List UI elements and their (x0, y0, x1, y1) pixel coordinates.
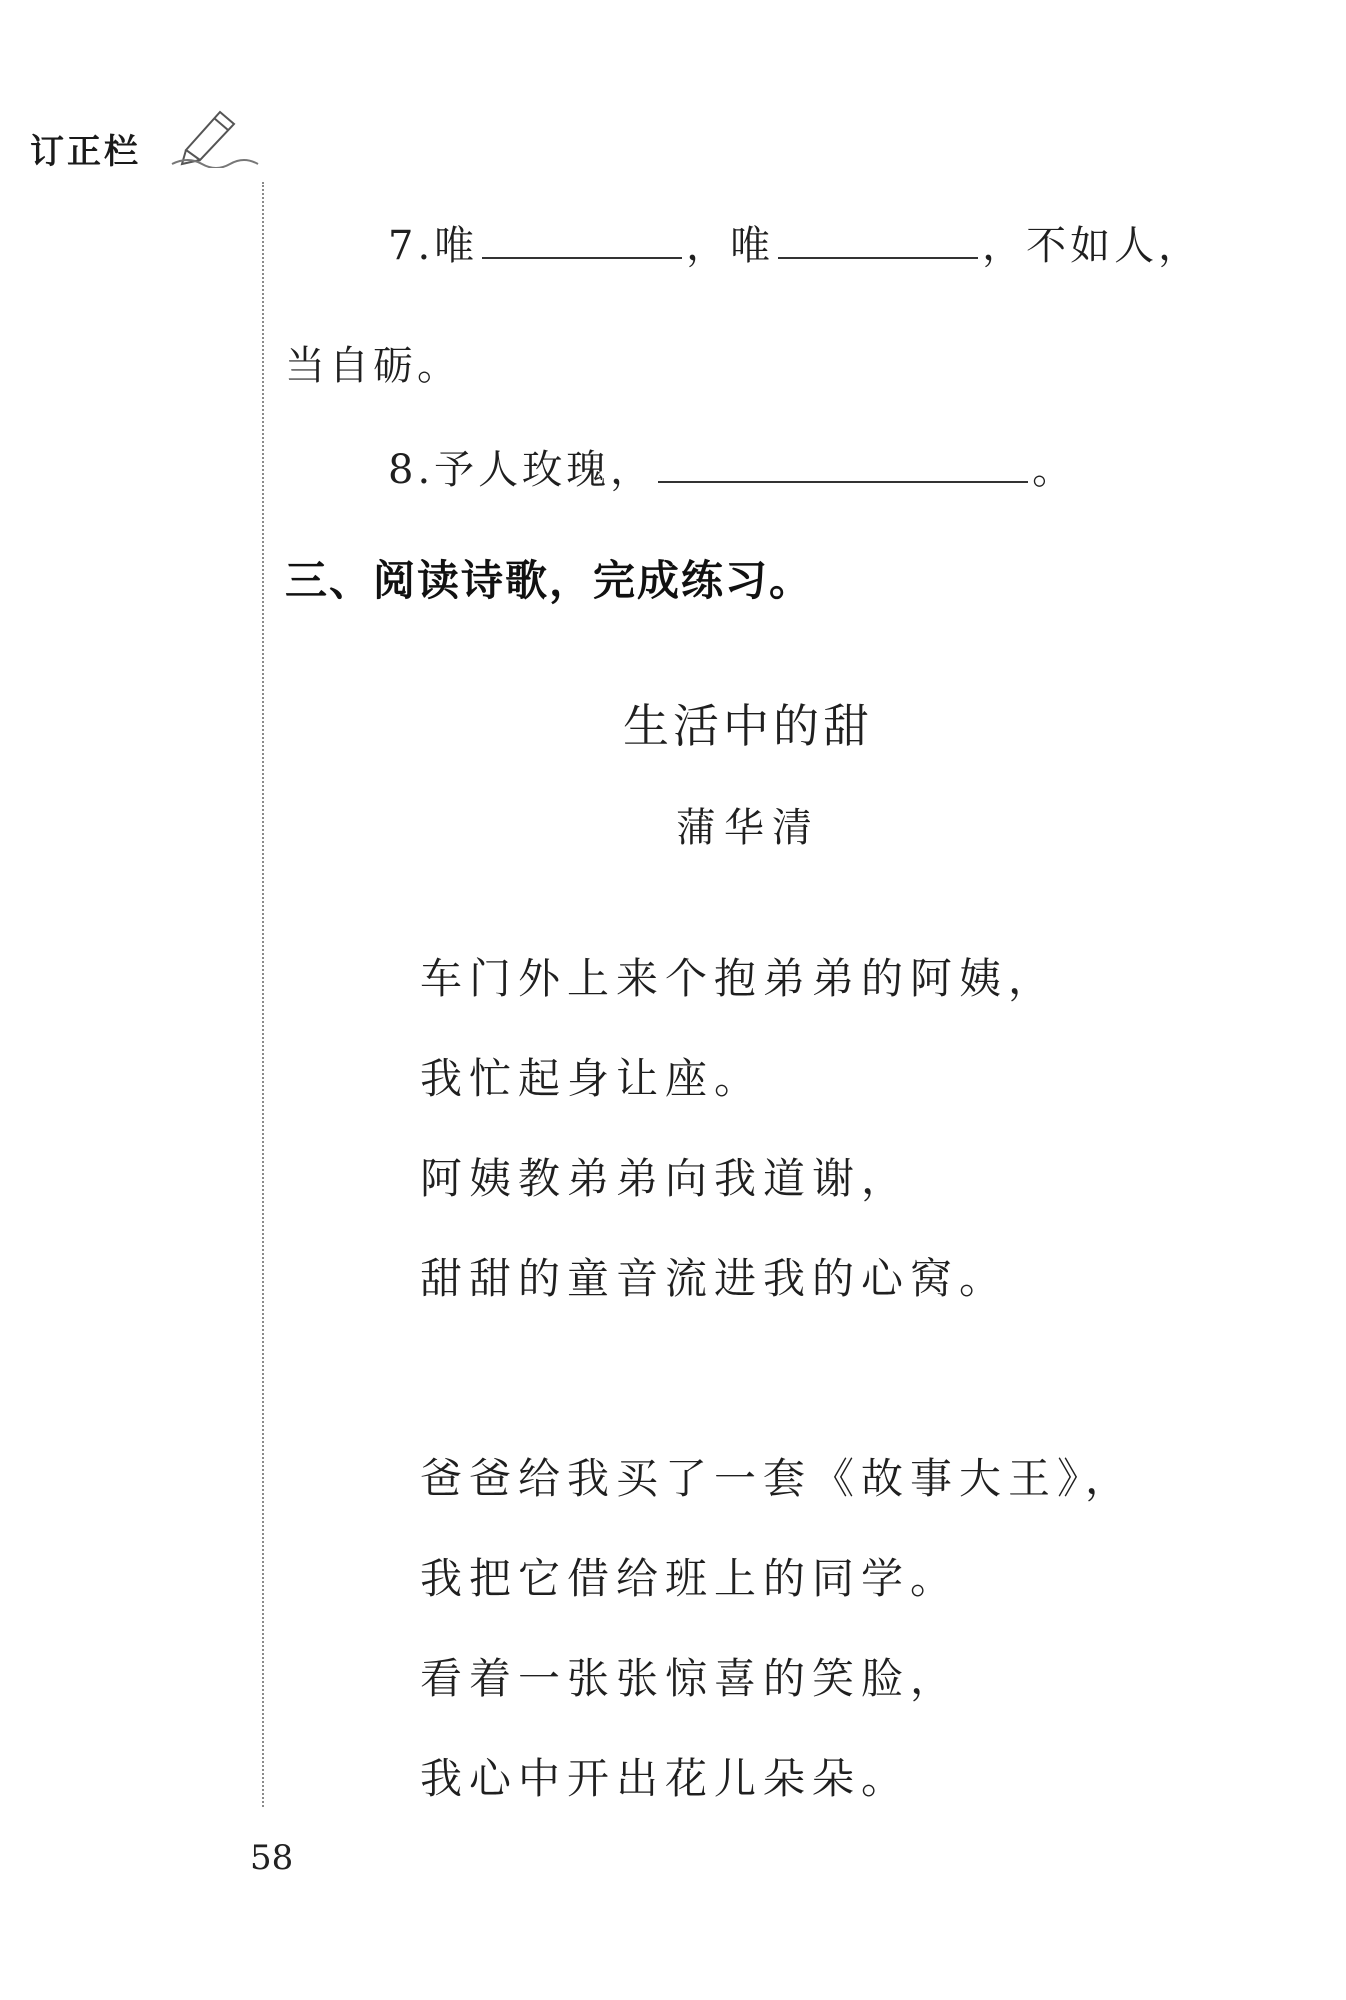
poem-line: 阿姨教弟弟向我道谢， (420, 1154, 911, 1203)
question-8-blank[interactable] (658, 447, 1028, 483)
poem-author: 蒲华清 (676, 805, 820, 851)
poem-line: 爸爸给我买了一套《故事大王》， (420, 1454, 1135, 1503)
poem-line: 车门外上来个抱弟弟的阿姨， (420, 954, 1058, 1003)
poem-line: 甜甜的童音流进我的心窝。 (420, 1254, 1009, 1303)
question-7-number: 7. (388, 223, 435, 269)
correction-column-label: 订正栏 (30, 132, 141, 172)
poem-line: 我心中开出花儿朵朵。 (420, 1754, 911, 1803)
page-number: 58 (250, 1838, 294, 1878)
section-heading: 三、阅读诗歌，完成练习。 (285, 556, 814, 605)
question-7-text-2: ，唯 (686, 223, 775, 269)
question-7-continuation: 当自砺。 (285, 343, 461, 389)
poem-line: 我把它借给班上的同学。 (420, 1554, 960, 1603)
question-7-text-1: 唯 (434, 223, 479, 269)
poem-line: 看着一张张惊喜的笑脸， (420, 1654, 960, 1703)
question-7 (388, 222, 1202, 270)
poem-title: 生活中的甜 (623, 699, 873, 753)
question-7-blank-1[interactable] (482, 223, 682, 259)
question-8-number: 8. (388, 447, 435, 493)
question-7-text-3: ，不如人， (982, 223, 1203, 269)
question-8-end: 。 (1032, 447, 1077, 493)
poem-line: 我忙起身让座。 (420, 1054, 764, 1103)
question-8 (388, 446, 1076, 494)
question-7-blank-2[interactable] (778, 223, 978, 259)
correction-column-divider (262, 182, 264, 1807)
question-8-text: 予人玫瑰， (434, 447, 655, 493)
pencil-icon (168, 104, 260, 168)
